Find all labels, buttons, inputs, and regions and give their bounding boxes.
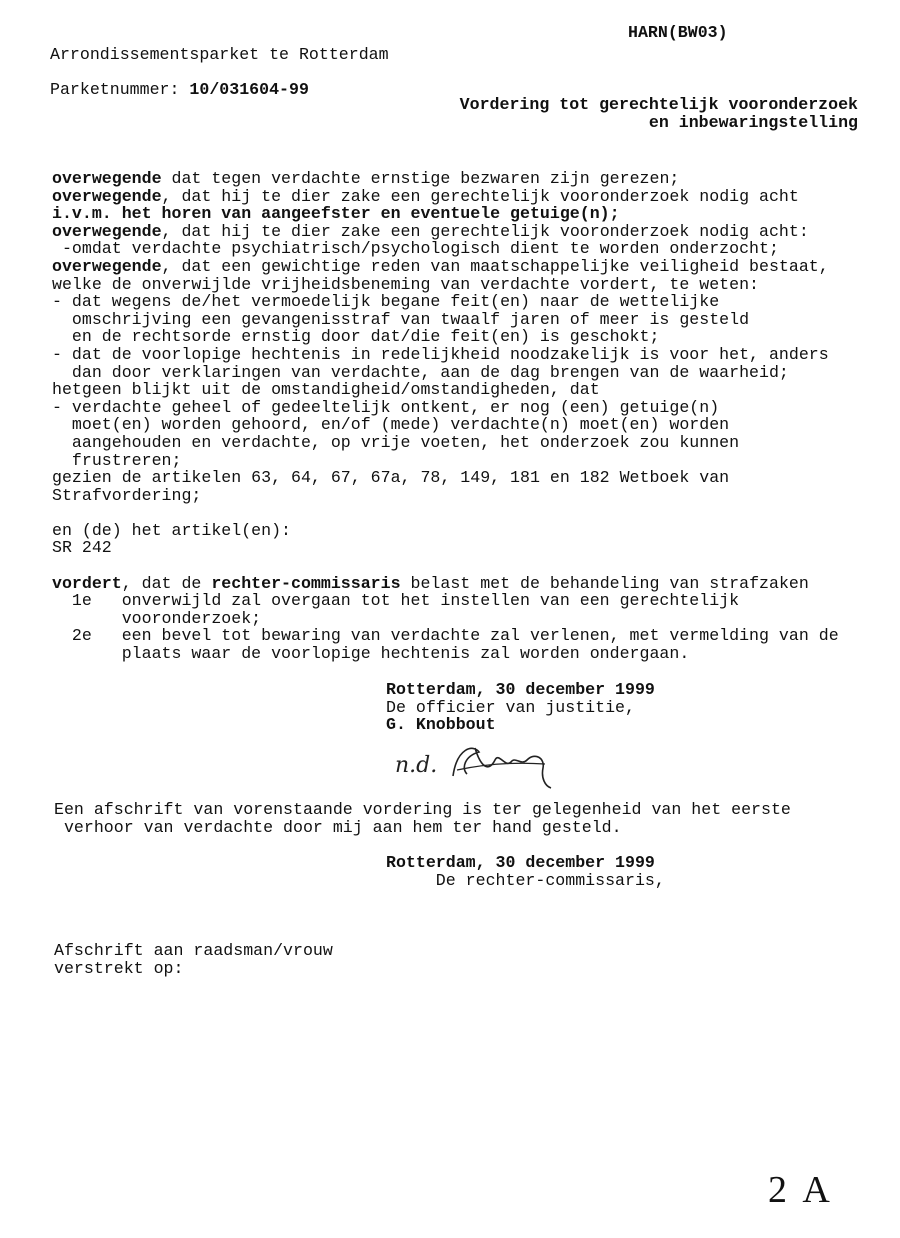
text: - dat wegens de/het vermoedelijk begane feit(en) naar de wettelijke — [52, 292, 720, 312]
afschrift-line: Afschrift aan raadsman/vrouw — [54, 941, 333, 960]
signatory-role: De officier van justitie, — [386, 697, 635, 717]
body-line — [52, 346, 839, 364]
body-line — [52, 258, 839, 276]
svg-text:n.d.: n.d. — [395, 753, 438, 778]
text: -omdat verdachte psychiatrisch/psychologisch dient te worden onderzocht; — [52, 239, 779, 259]
bold-text: overwegende — [52, 221, 162, 241]
text: en (de) het artikel(en): — [52, 520, 291, 540]
bold-text: rechter-commissaris — [211, 573, 401, 593]
body-line — [52, 240, 839, 258]
body-line — [52, 539, 839, 557]
text: plaats waar de voorlopige hechtenis zal worden ondergaan. — [52, 644, 690, 664]
title-line: en inbewaringstelling — [648, 112, 858, 132]
body-line — [52, 645, 839, 663]
parketnummer-label: Parketnummer: — [50, 80, 190, 99]
body-line — [52, 293, 839, 311]
signatory-role: De rechter-commissaris, — [386, 870, 665, 890]
judge-signature-block — [386, 854, 665, 889]
body-line — [52, 627, 839, 645]
place-date: Rotterdam, 30 december 1999 — [386, 853, 655, 872]
copy-notice — [54, 801, 791, 836]
parketnummer-value: 10/031604-99 — [189, 80, 309, 99]
text: hetgeen blijkt uit de omstandigheid/omstandigheden, dat — [52, 380, 600, 400]
text: , dat de — [121, 573, 212, 593]
text: dat tegen verdachte ernstige bezwaren zijn gerezen; — [161, 169, 680, 188]
text: omschrijving een gevangenisstraf van twaalf jaren of meer is gesteld — [52, 309, 750, 329]
handwritten-signature — [395, 738, 565, 794]
text: gezien de artikelen 63, 64, 67, 67a, 78, 149, 181 en 182 Wetboek van — [52, 468, 730, 488]
body-line — [52, 557, 839, 575]
text: aangehouden en verdachte, op vrije voeten, het onderzoek zou kunnen — [52, 432, 740, 452]
bold-text: overwegende — [52, 169, 162, 188]
text: , dat hij te dier zake een gerechtelijk vooronderzoek nodig acht: — [161, 221, 809, 241]
place-date: Rotterdam, 30 december 1999 — [386, 680, 655, 699]
body-line — [52, 170, 839, 188]
body-line — [52, 592, 839, 610]
body-line — [52, 223, 839, 241]
body-line — [52, 205, 839, 223]
bold-text: overwegende — [52, 256, 162, 276]
text: , dat een gewichtige reden van maatschappelijke veiligheid bestaat, — [161, 256, 829, 276]
parketnummer — [50, 81, 309, 99]
body-line — [52, 469, 839, 487]
text: frustreren; — [52, 450, 182, 470]
body-line — [52, 399, 839, 417]
text: SR 242 — [52, 538, 112, 558]
body-line — [52, 364, 839, 382]
bold-text: vordert — [52, 573, 122, 593]
body-line — [52, 328, 839, 346]
text: welke de onverwijlde vrijheidsbeneming van verdachte vordert, te weten: — [52, 274, 760, 294]
text: dan door verklaringen van verdachte, aan de dag brengen van de waarheid; — [52, 362, 789, 382]
body-line — [52, 487, 839, 505]
title-line: Vordering tot gerechtelijk vooronderzoek — [459, 95, 858, 114]
document-code — [628, 24, 728, 42]
text: - dat de voorlopige hechtenis in redelijkheid noodzakelijk is voor het, anders — [52, 344, 829, 364]
text: - verdachte geheel of gedeeltelijk ontkent, er nog (een) getuige(n) — [52, 397, 720, 417]
text: 2e een bevel tot bewaring van verdachte zal verlenen, met vermelding van de — [52, 626, 839, 646]
body-line — [52, 504, 839, 522]
body-line — [52, 610, 839, 628]
text: 1e onverwijld zal overgaan tot het instellen van een gerechtelijk — [52, 591, 740, 611]
body-line — [52, 276, 839, 294]
text: en de rechtsorde ernstig door dat/die feit(en) is geschokt; — [52, 327, 660, 347]
afschrift-line: verstrekt op: — [54, 958, 184, 978]
bold-text: i.v.m. het horen van aangeefster en eventuele getuige(n); — [52, 204, 620, 224]
text: vooronderzoek; — [52, 608, 262, 628]
office-name: Arrondissementsparket te Rotterdam — [50, 45, 389, 64]
body-line — [52, 434, 839, 452]
body-line — [52, 452, 839, 470]
copy-line: Een afschrift van vorenstaande vordering is ter gelegenheid van het eerste — [54, 800, 791, 819]
body-line — [52, 311, 839, 329]
bold-text: overwegende — [52, 186, 162, 206]
copy-line: verhoor van verdachte door mij aan hem ter hand gesteld. — [54, 817, 622, 837]
document-title — [460, 96, 858, 131]
signatory-name: G. Knobbout — [386, 715, 496, 735]
text: Strafvordering; — [52, 485, 202, 505]
page-mark: 2 A — [768, 1169, 834, 1211]
body-line — [52, 416, 839, 434]
text: moet(en) worden gehoord, en/of (mede) verdachte(n) moet(en) worden — [52, 415, 730, 435]
document-body — [52, 170, 839, 663]
body-line — [52, 381, 839, 399]
body-line — [52, 188, 839, 206]
prosecutor-signature-block — [386, 681, 655, 734]
body-line — [52, 575, 839, 593]
text: , dat hij te dier zake een gerechtelijk vooronderzoek nodig acht — [161, 186, 799, 206]
code-text: HARN(BW03) — [628, 23, 728, 42]
body-line — [52, 522, 839, 540]
afschrift-note — [54, 942, 333, 977]
text: belast met de behandeling van strafzaken — [400, 573, 809, 593]
